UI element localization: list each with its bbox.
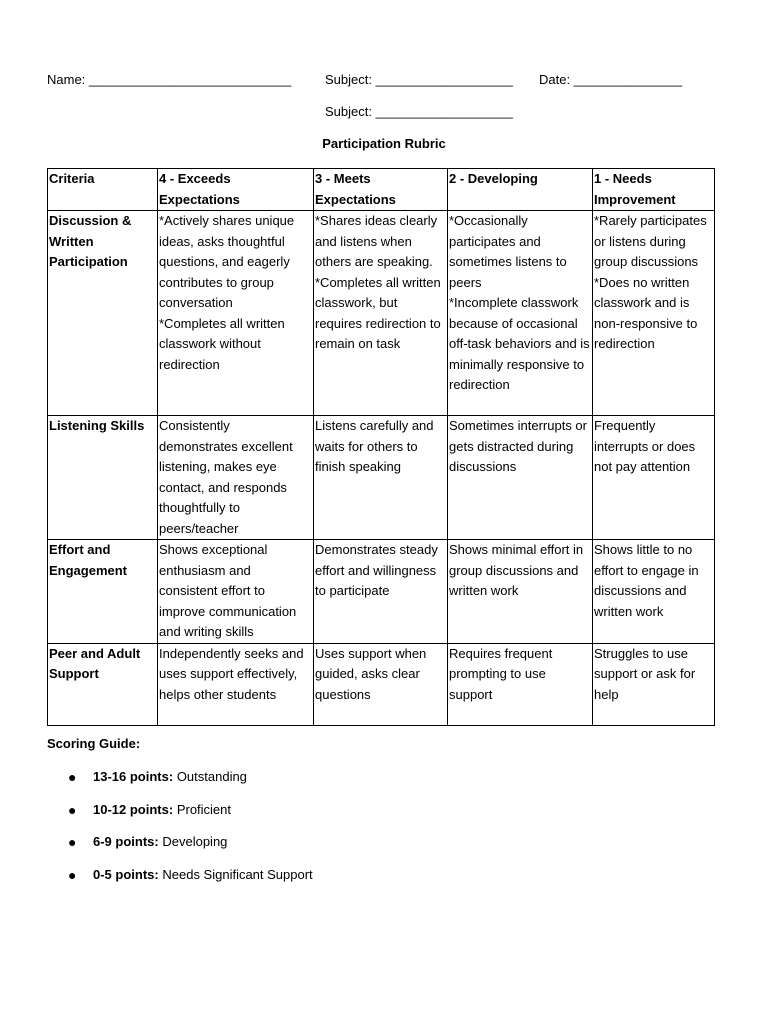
rubric-cell-c2 (448, 416, 593, 540)
scoring-label: Needs Significant Support (162, 866, 313, 882)
rubric-cell-c1 (593, 540, 715, 644)
scoring-points: 10-12 points: (93, 801, 174, 817)
scoring-guide-list (47, 768, 313, 898)
scoring-points: 13-16 points: (93, 769, 174, 784)
scoring-points: 6-9 points: (93, 834, 159, 849)
rubric-cell-c3 (314, 211, 448, 416)
rubric-cell-c2 (448, 211, 593, 416)
subject-field-label: Subject: ___________________ (325, 72, 513, 87)
rubric-cell-text: *Completes all written classwork, but requires redirection to remain on task (315, 274, 441, 351)
table-row (48, 643, 715, 725)
rubric-cell-text: Demonstrates steady effort and willingness to participate (315, 542, 438, 598)
rubric-cell-c4 (158, 540, 314, 644)
rubric-cell-text: *Rarely participates or listens during group discussions (594, 213, 707, 269)
bullet-icon: ● (68, 834, 77, 850)
rubric-cell-text: Listens carefully and waits for others to finish speaking (315, 418, 434, 474)
rubric-cell-text: *Incomplete classwork because of occasional off-task behaviors and is minimally responsive to redirection (449, 295, 590, 392)
rubric-cell-text: *Does no written classwork and is non-responsive to redirection (594, 274, 698, 351)
bullet-icon: ● (68, 801, 77, 818)
rubric-table (47, 168, 715, 726)
rubric-cell-text: *Occasionally participates and sometimes listens to peers (449, 213, 567, 290)
rubric-cell-c4 (158, 643, 314, 725)
scoring-guide-title: Scoring Guide: (47, 736, 141, 751)
criteria-cell: Peer and Adult Support (48, 643, 158, 725)
table-row (48, 416, 715, 540)
header-developing: 2 - Developing (448, 169, 593, 211)
scoring-points: 0-5 points: (93, 866, 159, 882)
rubric-cell-c1 (593, 211, 715, 416)
rubric-cell-c4 (158, 416, 314, 540)
table-row (48, 211, 715, 416)
bullet-icon: ● (68, 769, 77, 785)
rubric-cell-text: Sometimes interrupts or gets distracted during discussions (449, 418, 587, 474)
rubric-cell-text: Struggles to use support or ask for help (594, 645, 696, 702)
rubric-cell-text: Shows minimal effort in group discussions and written work (449, 542, 584, 598)
rubric-cell-c1 (593, 643, 715, 725)
rubric-cell-text: Requires frequent prompting to use support (449, 645, 553, 702)
rubric-cell-text: *Completes all written classwork without redirection (159, 315, 285, 372)
rubric-cell-text: Shows exceptional enthusiasm and consistent effort to improve communication and writing skills (159, 542, 297, 639)
rubric-cell-c3 (314, 416, 448, 540)
scoring-label: Outstanding (176, 769, 247, 784)
header-criteria: Criteria (48, 169, 158, 211)
name-field-label: Name: ____________________________ (47, 72, 292, 87)
rubric-cell-c4 (158, 211, 314, 416)
rubric-cell-c2 (448, 643, 593, 725)
header-exceeds: 4 - Exceeds Expectations (158, 169, 314, 211)
scoring-item (47, 801, 313, 834)
page-title: Participation Rubric (322, 136, 446, 151)
criteria-cell: Listening Skills (48, 416, 158, 540)
rubric-cell-text: *Actively shares unique ideas, asks thoughtful questions, and eagerly contributes to group conversation (159, 213, 295, 310)
table-header-row (48, 169, 715, 211)
scoring-item (47, 833, 313, 866)
rubric-cell-text: Shows little to no effort to engage in discussions and written work (594, 542, 699, 619)
table-row (48, 540, 715, 644)
rubric-cell-text: Consistently demonstrates excellent listening, makes eye contact, and responds thoughtfully to peers/teacher (159, 418, 293, 536)
rubric-cell-c3 (314, 643, 448, 725)
rubric-cell-c3 (314, 540, 448, 644)
bullet-icon: ● (68, 866, 77, 883)
rubric-cell-text: Uses support when guided, asks clear questions (315, 645, 427, 702)
rubric-cell-c1 (593, 416, 715, 540)
criteria-cell: Effort and Engagement (48, 540, 158, 644)
date-field-label: Date: _______________ (539, 72, 683, 87)
rubric-cell-text: Independently seeks and uses support effectively, helps other students (159, 645, 304, 702)
header-meets: 3 - Meets Expectations (314, 169, 448, 211)
criteria-cell: Discussion & Written Participation (48, 211, 158, 416)
scoring-label: Developing (162, 834, 228, 849)
header-needs-improvement: 1 - Needs Improvement (593, 169, 715, 211)
rubric-cell-text: *Shares ideas clearly and listens when others are speaking. (315, 213, 438, 269)
rubric-cell-c2 (448, 540, 593, 644)
scoring-item (47, 866, 313, 899)
scoring-label: Proficient (176, 801, 232, 817)
subject-field-label-2: Subject: ___________________ (325, 104, 513, 119)
scoring-item (47, 768, 313, 801)
rubric-cell-text: Frequently interrupts or does not pay attention (594, 418, 696, 474)
